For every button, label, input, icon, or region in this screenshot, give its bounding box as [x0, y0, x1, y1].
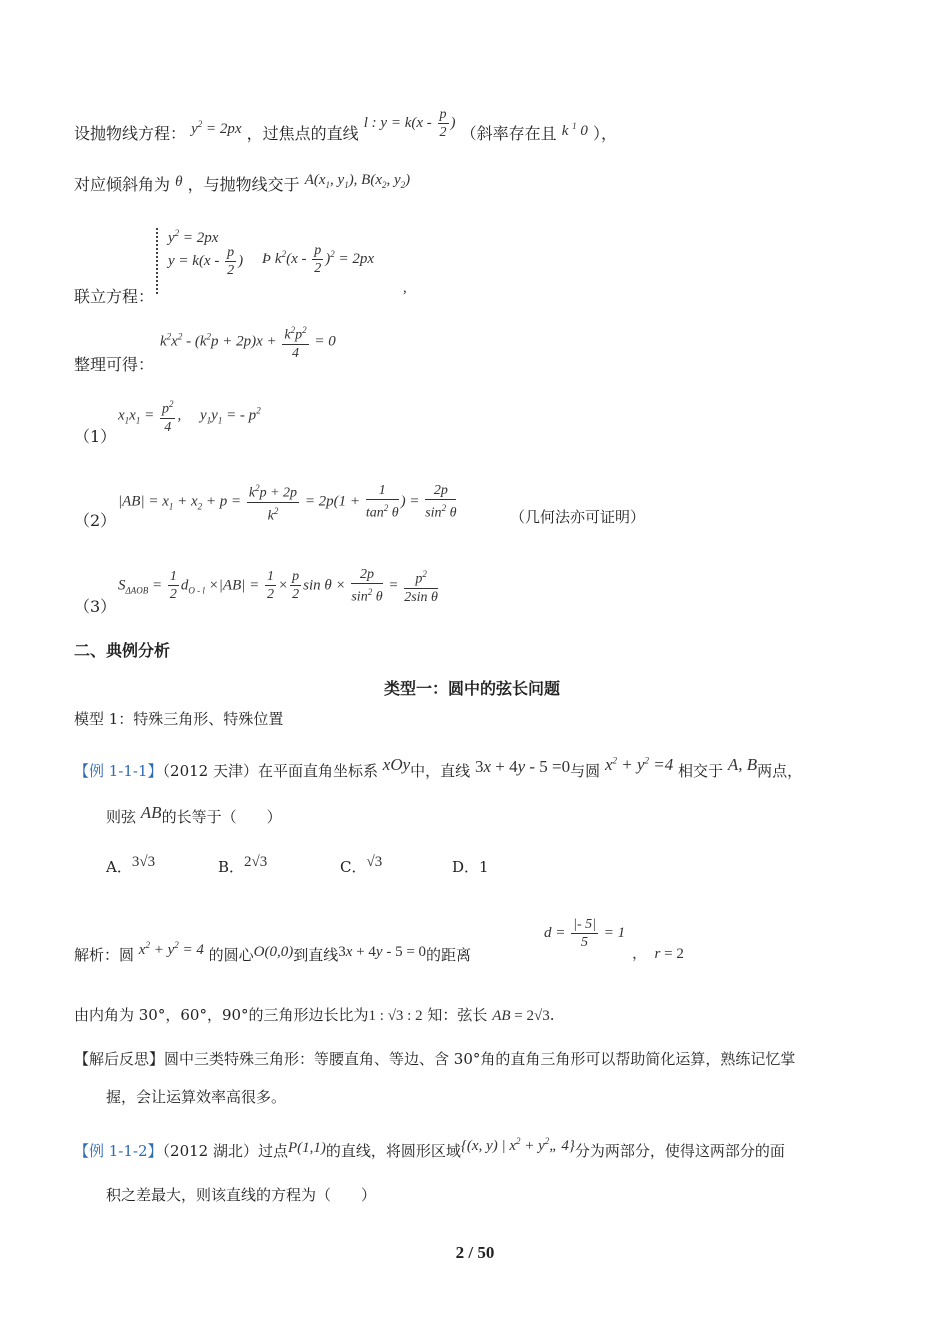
option-label: D．1 — [452, 858, 489, 876]
note: （几何法亦可证明） — [510, 508, 646, 526]
formula: $y^2 = 2px$ — [191, 118, 242, 137]
line-system — [74, 284, 154, 307]
formula: y = k(x - $\frac{p}{2}$ ) — [168, 245, 244, 278]
text: 解析：圆 — [74, 946, 135, 964]
model-title: 模型 1：特殊三角形、特殊位置 — [74, 710, 284, 728]
formula: 3√3 — [131, 854, 156, 870]
reflection-1: 【解后反思】圆中三类特殊三角形：等腰直角、等边、含 30°角的直角三角形可以帮助简化运算，熟练记忆掌 — [74, 1050, 796, 1068]
example-1-1-2 — [74, 1136, 785, 1161]
formula: $A(x_1$, $y_1$), $B(x_2$, $y_2$) — [304, 172, 411, 190]
text: 的圆心 — [208, 946, 254, 964]
formula: Þ $k^2(x$ - $\frac{p}{2}$ )$^2$ = 2px — [262, 243, 375, 276]
formula: $y^2 = 2px$ — [168, 228, 219, 246]
brace — [156, 228, 164, 294]
text: ）， — [592, 123, 617, 143]
formula: 1 : √3 : 2 — [368, 1008, 423, 1024]
example-tag: 【例 1-1-1】 — [74, 762, 163, 780]
formula: $S_{\Delta AOB}$ = $\frac{1}{2}$ $d_{O - l} \times|AB|$ = $\frac{1}{2}$ × $\frac{p}{2}$ sin θ × $\frac{2p}{\sin^2 \theta}$ = $\frac{p^2}{\text{2sin θ}}$ — [118, 567, 438, 605]
text: 两点， — [757, 762, 803, 780]
text: （斜率存在且 — [460, 123, 557, 143]
solution-line-1 — [74, 940, 472, 965]
text: 相交于 — [678, 762, 724, 780]
formula: √3 — [366, 854, 383, 870]
formula: $x^2 + y^2 = 4$ — [138, 940, 204, 958]
text: ，过焦点的直线 — [246, 123, 359, 143]
formula: ， r = 2 — [632, 946, 684, 962]
formula: $x^2 + y^2 =4$ — [604, 755, 674, 774]
formula: $x_1x_1$ = $\frac{p^2}{4}$ , $y_1y_1$ = - $p^2$ — [118, 396, 261, 436]
text: 整理可得： — [74, 355, 155, 374]
text: （1） — [74, 427, 117, 446]
example-1-1-1 — [74, 755, 803, 781]
example-1-1-2-cont: 积之差最大，则该直线的方程为（ ） — [106, 1186, 377, 1204]
text: 的直线，将圆形区域 — [325, 1142, 461, 1160]
example-tag: 【例 1-1-2】 — [74, 1142, 163, 1160]
text: 的长等于（ ） — [161, 808, 282, 826]
formula: {(x, y) | $x^2$ + $y^2„$ 4} — [460, 1136, 575, 1154]
formula: l : y = k(x - $\frac{p}{2}$ ) — [363, 107, 456, 140]
text: （2） — [74, 511, 117, 530]
line-parabola-equation — [74, 107, 617, 153]
formula: $|AB| = x_1 + x_2 + p$ = $\frac{k^2p + 2p}{k^2}$ = 2p(1 + $\frac{1}{\tan^2 \theta}$ ) = $\frac{2p}{\sin^2 \theta}$ — [118, 480, 458, 524]
solution-line-2 — [74, 1004, 555, 1025]
text: 到直线 — [293, 946, 339, 964]
text: 由内角为 30°，60°，90°的三角形边长比为 — [74, 1006, 369, 1024]
text: 则弦 — [106, 808, 137, 826]
formula: = 2√3 — [510, 1008, 550, 1024]
option-b[interactable] — [218, 856, 267, 877]
formula: 3x + 4y - 5 =0 — [474, 757, 571, 776]
formula: AB — [140, 803, 162, 822]
text: 联立方程： — [74, 287, 155, 306]
text: 知：弦长 — [427, 1006, 488, 1024]
text: （2012 湖北）过点 — [162, 1142, 288, 1160]
comma: , — [403, 280, 407, 296]
option-c[interactable] — [340, 856, 382, 877]
option-d[interactable] — [452, 856, 489, 877]
formula: 2√3 — [244, 854, 268, 870]
formula: xOy — [382, 755, 411, 774]
text: ， — [632, 946, 648, 962]
formula: AB — [492, 1008, 511, 1024]
formula: 3x + 4y - 5 = 0 — [338, 944, 427, 960]
reflection-2: 握，会让运算效率高很多。 — [106, 1088, 287, 1106]
text: 对应倾斜角为 — [74, 175, 171, 194]
formula: O(0,0) — [253, 944, 294, 960]
text: （3） — [74, 597, 117, 616]
formula: d = $\frac{|- 5|}{5}$ = 1 — [544, 917, 626, 950]
section-heading: 二、典例分析 — [74, 641, 171, 660]
formula: $k^2x^2 - (k^2p + 2p)x$ + $\frac{k^2p^2}{4}$ = 0 — [160, 322, 336, 362]
formula: P(1,1) — [288, 1140, 326, 1156]
text: （2012 天津）在平面直角坐标系 — [162, 762, 378, 780]
formula: k $^1$ 0 — [561, 120, 588, 139]
text: 分为两部分，使得这两部分的面 — [574, 1142, 785, 1160]
text: 设抛物线方程： — [74, 123, 187, 143]
example-1-1-1-question — [106, 803, 282, 827]
option-label: C． — [340, 858, 367, 876]
type-title: 类型一：圆中的弦长问题 — [384, 679, 561, 698]
page-number: 2 / 50 — [455, 1243, 495, 1262]
item-1 — [74, 424, 116, 447]
text: 中，直线 — [410, 762, 471, 780]
text: . — [549, 1006, 555, 1024]
text: 的距离 — [426, 946, 472, 964]
item-3 — [74, 594, 116, 617]
formula: θ — [175, 174, 183, 190]
line-incline-angle — [74, 172, 410, 196]
option-label: A． — [106, 858, 132, 876]
text: ，与抛物线交于 — [187, 175, 300, 194]
item-2 — [74, 508, 116, 531]
option-a[interactable] — [106, 856, 155, 877]
formula: A, B — [727, 755, 758, 774]
line-simplify — [74, 352, 154, 375]
text: 与圆 — [570, 762, 601, 780]
option-label: B． — [218, 858, 245, 876]
